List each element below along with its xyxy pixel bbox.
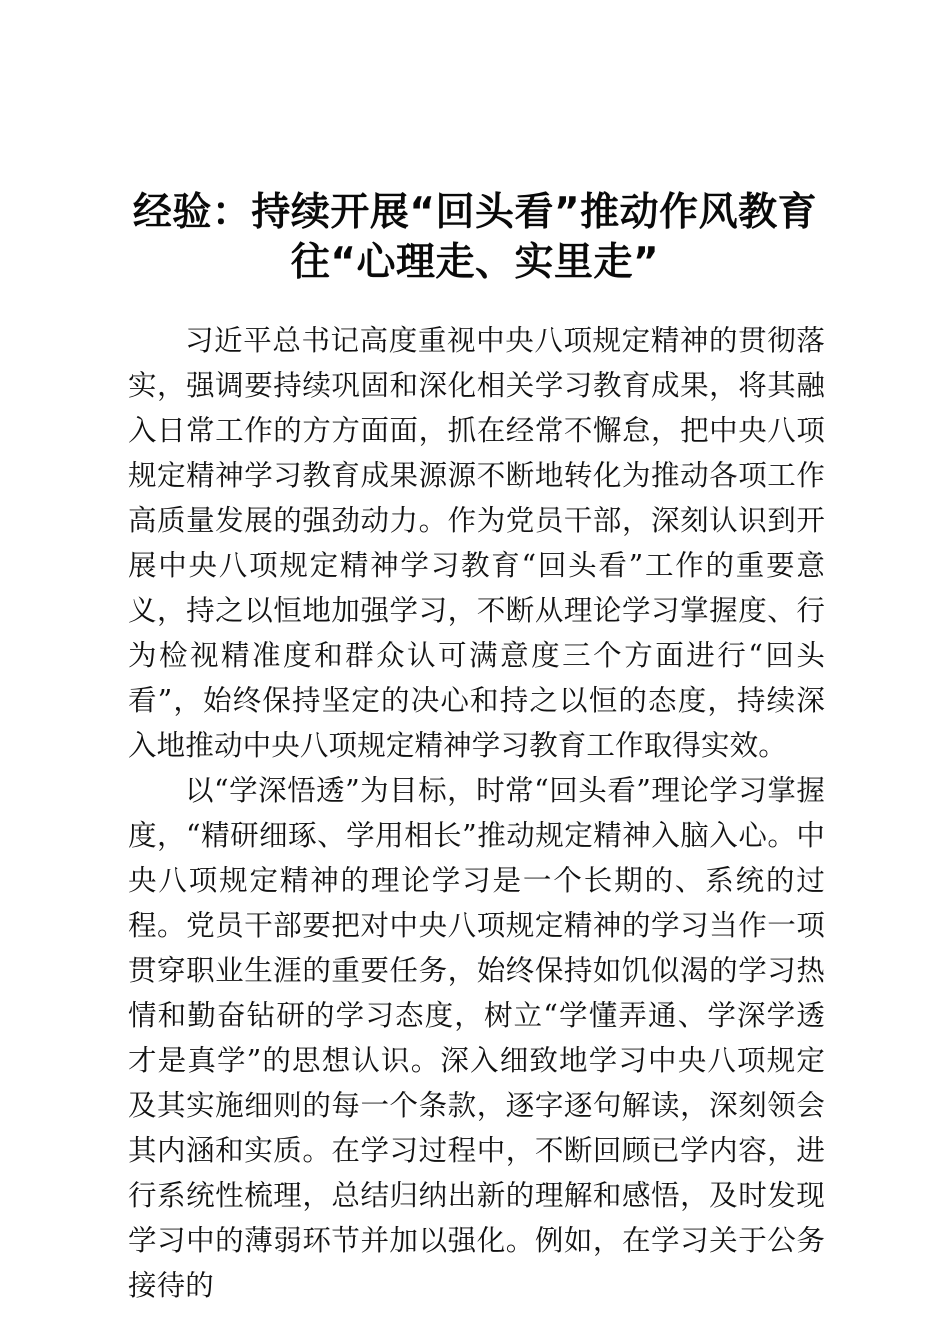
document-body	[128, 318, 825, 1308]
paragraph-2: 以“学深悟透”为目标，时常“回头看”理论学习掌握度，“精研细琢、学用相长”推动规定精神入脑入心。中央八项规定精神的理论学习是一个长期的、系统的过程。党员干部要把对中央八项规定精神的学习当作一项贯穿职业生涯的重要任务，始终保持如饥似渴的学习热情和勤奋钻研的学习态度，树立“学懂弄通、学深学透才是真学”的思想认识。深入细致地学习中央八项规定及其实施细则的每一个条款，逐字逐句解读，深刻领会其内涵和实质。在学习过程中，不断回顾已学内容，进行系统性梳理，总结归纳出新的理解和感悟，及时发现学习中的薄弱环节并加以强化。例如，在学习关于公务接待的	[128, 774, 825, 1302]
page-title: 经验：持续开展“回头看”推动作风教育往“心理走、实里走”	[132, 190, 818, 286]
paragraph-1: 习近平总书记高度重视中央八项规定精神的贯彻落实，强调要持续巩固和深化相关学习教育成果，将其融入日常工作的方方面面，抓在经常不懈怠，把中央八项规定精神学习教育成果源源不断地转化为推动各项工作高质量发展的强劲动力。作为党员干部，深刻认识到开展中央八项规定精神学习教育“回头看”工作的重要意义，持之以恒地加强学习，不断从理论学习掌握度、行为检视精准度和群众认可满意度三个方面进行“回头看”，始终保持坚定的决心和持之以恒的态度，持续深入地推动中央八项规定精神学习教育工作取得实效。	[128, 324, 825, 762]
